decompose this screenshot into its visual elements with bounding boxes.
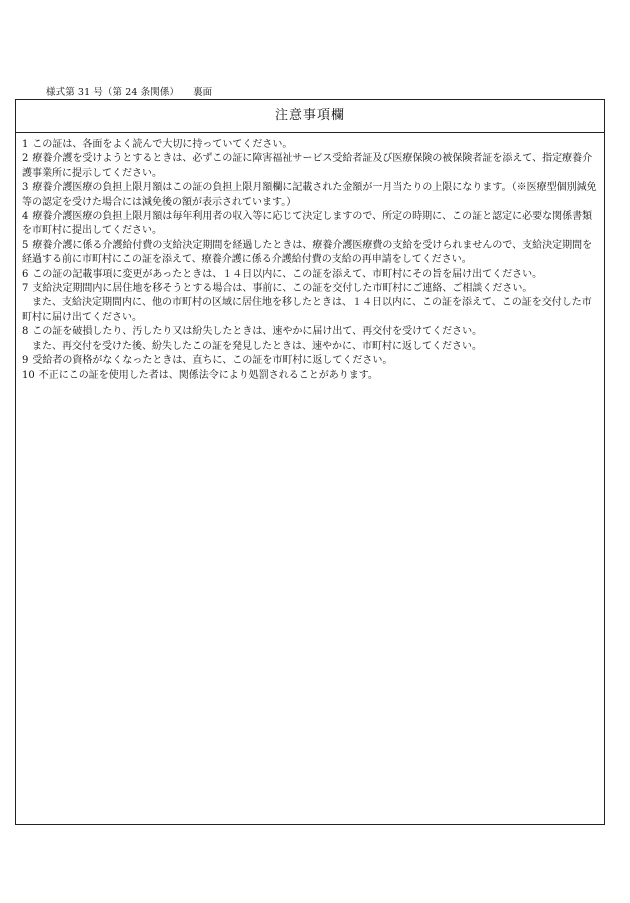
notice-item-number: 6 xyxy=(22,268,29,280)
notice-item-text: この証の記載事項に変更があったときは、１４日以内に、この証を添えて、市町村にその旨を届け出てください。 xyxy=(32,268,543,280)
notice-item-text: この証を破損したり、汚したり又は紛失したときは、速やかに届け出て、再交付を受けてください。 xyxy=(32,326,483,338)
notice-item-7 xyxy=(22,282,599,296)
notice-item-number: 9 xyxy=(22,355,29,367)
notice-item-text: 受給者の資格がなくなったときは、直ちに、この証を市町村に返してください。 xyxy=(32,355,393,367)
notice-item-9 xyxy=(22,354,599,368)
notice-item-8 xyxy=(22,325,599,339)
notice-item-text: 不正にこの証を使用した者は、関係法令により処罰されることがあります。 xyxy=(38,369,378,381)
notice-item-3 xyxy=(22,181,599,210)
notice-item-number: 8 xyxy=(22,326,29,338)
notice-item-text: 療養介護医療の負担上限月額は毎年利用者の収入等に応じて決定しますので、所定の時期に、この証と認定に必要な関係書類を市町村に提出してください。 xyxy=(22,211,593,237)
form-header xyxy=(46,84,212,98)
notice-item-text: 療養介護に係る介護給付費の支給決定期間を経過したときは、療養介護医療費の支給を受けられませんので、支給決定期間を経過する前に市町村にこの証を添えて、療養介護に係る介護給付費の支給の再申請をしてください。 xyxy=(22,239,593,266)
notice-item-number: 3 xyxy=(22,182,29,194)
notice-item-text: 支給決定期間内に居住地を移そうとする場合は、事前に、この証を交付した市町村にご連絡、ご相談ください。 xyxy=(32,283,533,295)
notice-box xyxy=(15,99,605,825)
notice-item-number: 4 xyxy=(22,211,29,223)
notice-title: 注意事項欄 xyxy=(16,100,604,133)
notice-item-7-supplement: また、支給決定期間内に、他の市町村の区域に居住地を移したときは、１４日以内に、この証を添えて、この証を交付した市町村に届け出てください。 xyxy=(22,297,592,323)
side-label: 裏面 xyxy=(193,87,213,98)
notice-item-number: 5 xyxy=(22,239,29,251)
notice-item-text: 療養介護医療の負担上限月額はこの証の負担上限月額欄に記載された金額が一月当たりの上限になります。（※医療型個別減免等の認定を受けた場合には減免後の額が表示されています。） xyxy=(22,182,597,208)
notice-item-text: この証は、各面をよく読んで大切に持っていてください。 xyxy=(32,139,293,150)
notice-item-text: 療養介護を受けようとするときは、必ずこの証に障害福祉サービス受給者証及び医療保険の被保険者証を添えて、指定療養介護事業所に提示してください。 xyxy=(22,153,593,179)
notice-item-8-supplement: また、再交付を受けた後、紛失したこの証を発見したときは、速やかに、市町村に返してください。 xyxy=(32,340,482,352)
notice-item-4 xyxy=(22,210,599,239)
notice-item-5 xyxy=(22,239,599,268)
notice-item-number: 7 xyxy=(22,283,29,295)
notice-item-number: 1 xyxy=(22,139,29,150)
notice-item-10 xyxy=(22,369,599,383)
form-number: 様式第 31 号（第 24 条関係） xyxy=(46,87,180,98)
notice-item-number: 10 xyxy=(22,369,35,381)
notice-item-1 xyxy=(22,138,599,152)
notice-item-2 xyxy=(22,152,599,181)
notice-item-number: 2 xyxy=(22,153,29,165)
notice-list xyxy=(16,133,604,383)
notice-item-6 xyxy=(22,268,599,282)
